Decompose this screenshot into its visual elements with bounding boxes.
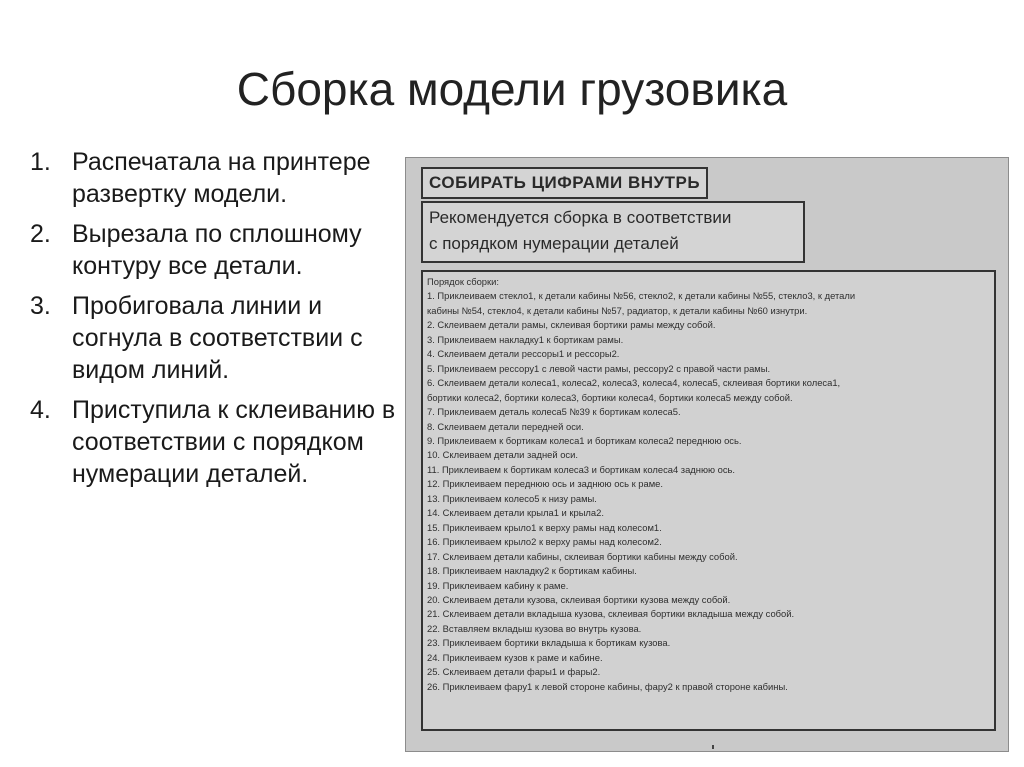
assembly-order-line: 18. Приклеиваем накладку2 к бортикам кабины. bbox=[427, 565, 637, 577]
slide-title: Сборка модели грузовика bbox=[236, 63, 788, 115]
step-text: Пробиговала линии и согнула в соответствии с видом линий. bbox=[72, 292, 363, 384]
assembly-order-line: 21. Склеиваем детали вкладыша кузова, склеивая бортики вкладыша между собой. bbox=[427, 608, 795, 620]
assembly-order-line: 12. Приклеиваем переднюю ось и заднюю ось к раме. bbox=[427, 478, 663, 490]
steps-list bbox=[30, 146, 398, 498]
assembly-order-line: 7. Приклеиваем деталь колеса5 №39 к бортикам колеса5. bbox=[427, 406, 681, 418]
assembly-order-line: 2. Склеиваем детали рамы, склеивая бортики рамы между собой. bbox=[427, 319, 716, 331]
assembly-order-line: 19. Приклеиваем кабину к раме. bbox=[427, 579, 569, 591]
scan-mark bbox=[712, 745, 714, 749]
assembly-order-line: 9. Приклеиваем к бортикам колеса1 и бортикам колеса2 переднюю ось. bbox=[427, 434, 742, 446]
step-number: 3. bbox=[30, 292, 51, 320]
assembly-order-line: бортики колеса2, бортики колеса3, бортики колеса4, бортики колеса5 между собой. bbox=[427, 391, 793, 403]
assembly-order-line: 20. Склеиваем детали кузова, склеивая бортики кузова между собой. bbox=[427, 593, 731, 605]
assembly-order-line: 17. Склеиваем детали кабины, склеивая бортики кабины между собой. bbox=[427, 550, 738, 562]
assembly-order-line: 25. Склеиваем детали фары1 и фары2. bbox=[427, 666, 601, 678]
step-number: 4. bbox=[30, 396, 51, 424]
step-text: Приступила к склеиванию в соответствии с порядком нумерации деталей. bbox=[72, 396, 396, 488]
instruction-scan bbox=[405, 157, 1009, 752]
step-text: Вырезала по сплошному контуру все детали. bbox=[72, 220, 362, 280]
assembly-order-line: 5. Приклеиваем рессору1 с левой части рамы, рессору2 с правой части рамы. bbox=[427, 362, 771, 374]
step-item bbox=[30, 146, 398, 210]
assembly-order-line: 23. Приклеиваем бортики вкладыша к бортикам кузова. bbox=[427, 637, 671, 649]
assembly-order-line: 16. Приклеиваем крыло2 к верху рамы над колесом2. bbox=[427, 536, 662, 548]
step-number: 2. bbox=[30, 220, 51, 248]
assembly-order-line: 13. Приклеиваем колесо5 к низу рамы. bbox=[427, 492, 597, 504]
assembly-order-line: кабины №54, стекло4, к детали кабины №57, радиатор, к детали кабины №60 изнутри. bbox=[427, 304, 808, 316]
assembly-order-line: 14. Склеиваем детали крыла1 и крыла2. bbox=[427, 507, 604, 519]
assembly-order-box bbox=[421, 270, 996, 731]
assembly-order-line: 15. Приклеиваем крыло1 к верху рамы над колесом1. bbox=[427, 521, 662, 533]
step-item bbox=[30, 218, 398, 282]
assembly-order-line: 26. Приклеиваем фару1 к левой стороне кабины, фару2 к правой стороне кабины. bbox=[427, 680, 788, 692]
recommendation-line: Рекомендуется сборка в соответствии bbox=[429, 208, 732, 227]
assembly-order-line: 8. Склеиваем детали передней оси. bbox=[427, 420, 584, 432]
assembly-order-line: 10. Склеиваем детали задней оси. bbox=[427, 449, 578, 461]
assembly-order-line: 3. Приклеиваем накладку1 к бортикам рамы. bbox=[427, 333, 624, 345]
instruction-heading: СОБИРАТЬ ЦИФРАМИ ВНУТРЬ bbox=[421, 167, 708, 199]
assembly-order-title: Порядок сборки: bbox=[427, 276, 499, 287]
step-number: 1. bbox=[30, 148, 51, 176]
assembly-order-line: 11. Приклеиваем к бортикам колеса3 и бортикам колеса4 заднюю ось. bbox=[427, 463, 736, 475]
assembly-order-line: 22. Вставляем вкладыш кузова во внутрь кузова. bbox=[427, 622, 642, 634]
step-text: Распечатала на принтере развертку модели. bbox=[72, 148, 371, 208]
assembly-order-line: 6. Склеиваем детали колеса1, колеса2, колеса3, колеса4, колеса5, склеивая бортики колеса1, bbox=[427, 377, 841, 389]
step-item bbox=[30, 394, 398, 490]
assembly-order-line: 1. Приклеиваем стекло1, к детали кабины №56, стекло2, к детали кабины №55, стекло3, к детали bbox=[427, 290, 856, 302]
step-item bbox=[30, 290, 398, 386]
recommendation-box bbox=[421, 201, 805, 263]
assembly-order-list bbox=[427, 289, 990, 694]
recommendation-line: с порядком нумерации деталей bbox=[429, 234, 679, 253]
assembly-order-line: 24. Приклеиваем кузов к раме и кабине. bbox=[427, 651, 603, 663]
assembly-order-line: 4. Склеиваем детали рессоры1 и рессоры2. bbox=[427, 348, 620, 360]
